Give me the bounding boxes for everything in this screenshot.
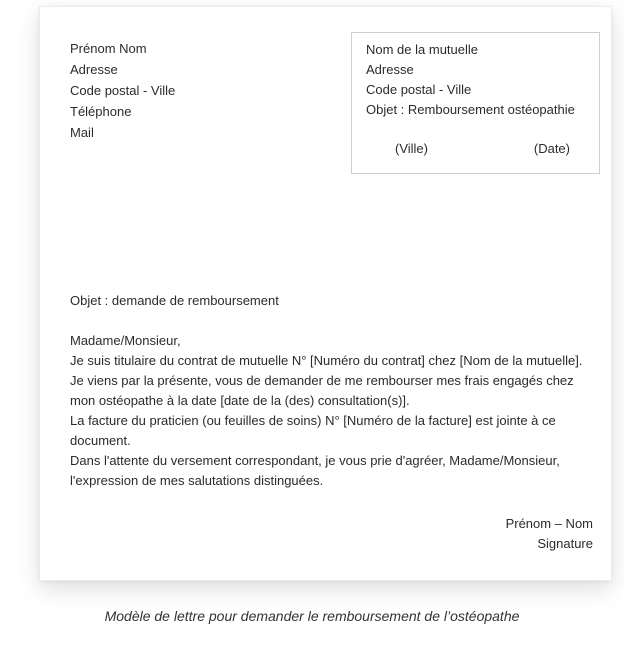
letter-subject: Objet : demande de remboursement	[70, 293, 279, 308]
recipient-object: Objet : Remboursement ostéopathie	[366, 102, 575, 117]
sender-mail: Mail	[70, 125, 94, 140]
recipient-address: Adresse	[366, 62, 414, 77]
image-caption: Modèle de lettre pour demander le remboursement de l’ostéopathe	[104, 608, 520, 624]
recipient-date: (Date)	[533, 141, 570, 156]
sender-postal: Code postal - Ville	[70, 83, 176, 98]
letter-paragraph: Dans l'attente du versement correspondant, je vous prie d'agréer, Madame/Monsieur, l'expression de mes salutations distinguées.	[70, 453, 560, 488]
letter-page	[39, 6, 612, 581]
letter-paragraph: Je suis titulaire du contrat de mutuelle N° [Numéro du contrat] chez [Nom de la mutuelle].	[70, 353, 583, 368]
letter-salutation: Madame/Monsieur,	[70, 333, 181, 348]
letter-body	[70, 331, 590, 491]
recipient-box	[351, 32, 600, 174]
recipient-city: (Ville)	[395, 141, 428, 156]
sender-phone: Téléphone	[70, 104, 132, 119]
signature-label: Signature	[537, 536, 593, 551]
letter-paragraph: Je viens par la présente, vous de demander de me rembourser mes frais engagés chez mon ostéopathe à la date [date de la (des) consultation(s)].	[70, 373, 574, 408]
signature-name: Prénom – Nom	[505, 516, 593, 531]
letter-paragraph: La facture du praticien (ou feuilles de soins) N° [Numéro de la facture] est jointe à ce document.	[70, 413, 556, 448]
sender-address: Adresse	[70, 62, 118, 77]
sender-block	[70, 38, 175, 143]
sender-name: Prénom Nom	[70, 41, 147, 56]
signature-block	[506, 514, 593, 554]
recipient-name: Nom de la mutuelle	[366, 42, 478, 57]
recipient-postal: Code postal - Ville	[366, 82, 472, 97]
